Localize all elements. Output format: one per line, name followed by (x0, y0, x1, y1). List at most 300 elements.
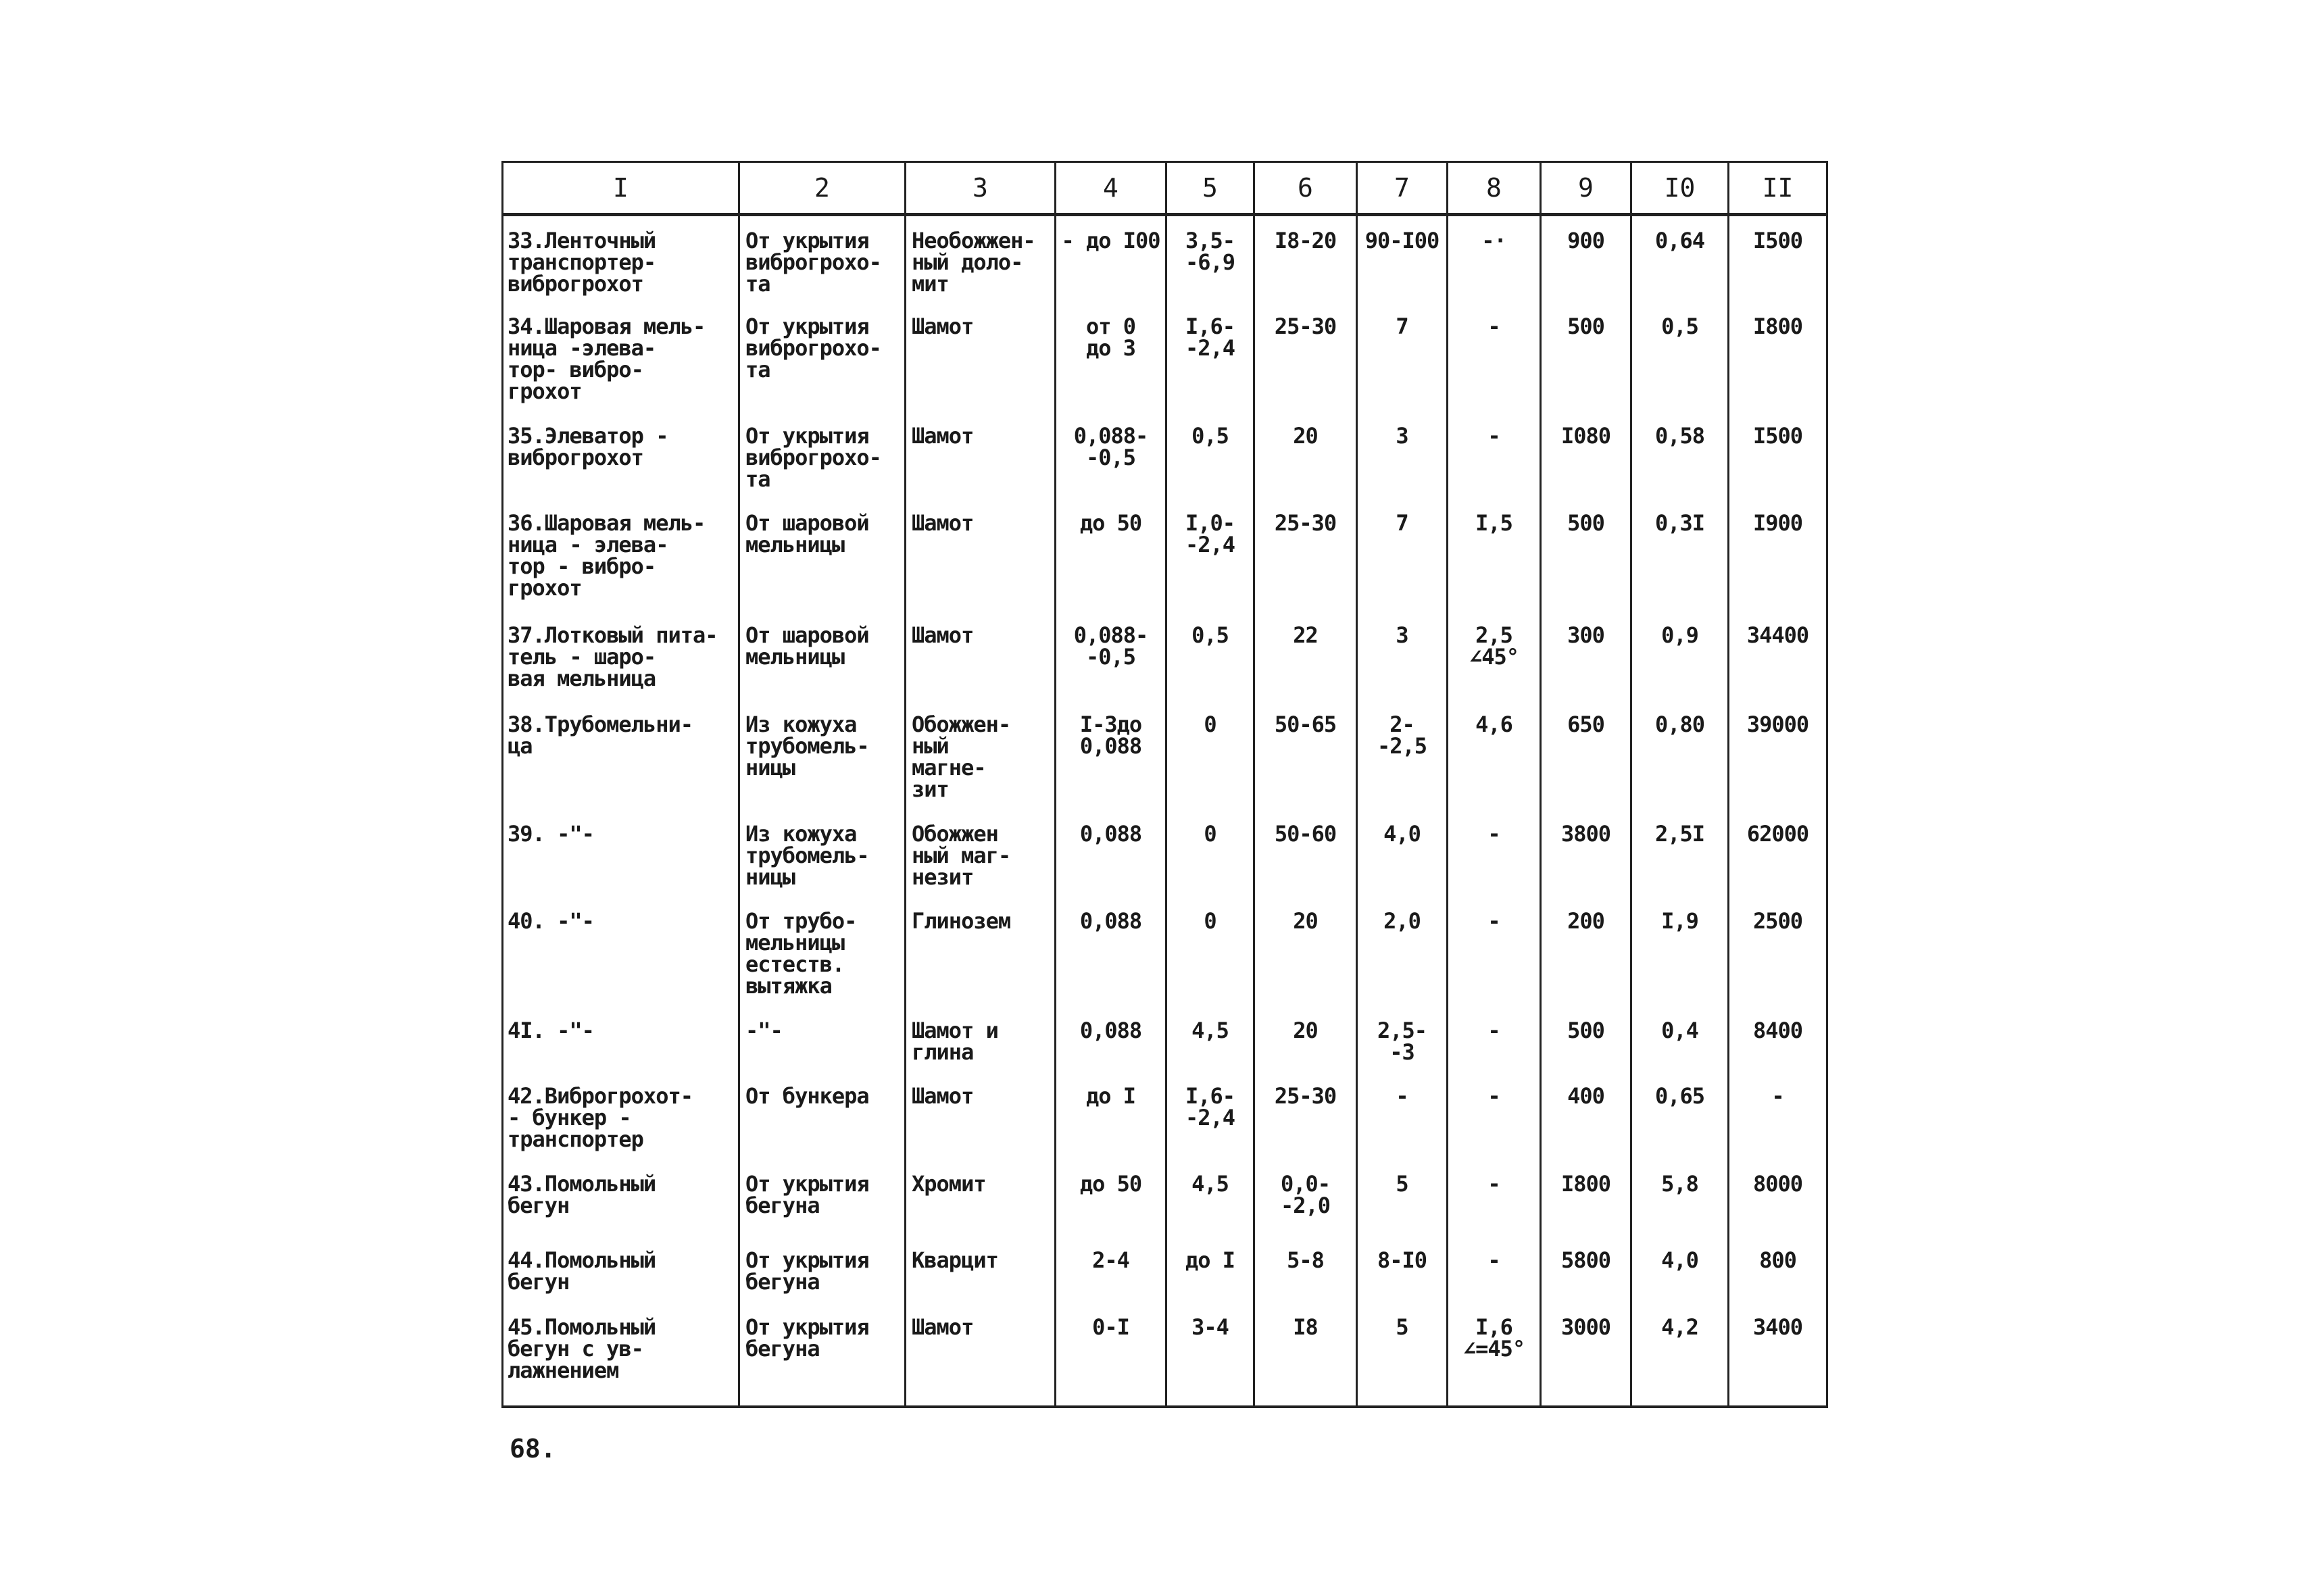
table-row (503, 1303, 1827, 1407)
table-cell (1254, 1236, 1357, 1303)
table-cell (1448, 215, 1541, 303)
cell-text: -· (1481, 228, 1506, 253)
table-cell (503, 897, 739, 1006)
cell-text: 8000 (1752, 1170, 1803, 1197)
table-cell (1056, 611, 1166, 700)
table-cell (503, 412, 739, 499)
cell-text: Шамот (912, 1083, 974, 1109)
cell-text: 400 (1567, 1083, 1604, 1109)
cell-text: 3-4 (1191, 1314, 1229, 1341)
table-cell (906, 499, 1056, 611)
cell-text: 39. -"- (508, 820, 594, 847)
cell-text: 4,5 (1191, 1018, 1229, 1044)
cell-text: 650 (1567, 711, 1604, 737)
cell-text: - (1487, 314, 1500, 339)
table-cell (739, 611, 906, 700)
cell-text: I,0- -2,4 (1185, 510, 1235, 558)
cell-text: 7 (1396, 314, 1408, 339)
table-cell (906, 1006, 1056, 1072)
table-cell (906, 611, 1056, 700)
table-cell (1541, 1072, 1631, 1159)
cell-text: 36.Шаровая мель- ница - элева- тор - вибро- грохот (508, 510, 706, 601)
page-number: 68. (510, 1434, 556, 1464)
cell-text: 2,5- -3 (1377, 1018, 1427, 1066)
table-cell (1254, 700, 1357, 809)
table-cell (1541, 1303, 1631, 1407)
cell-text: I,6- -2,4 (1185, 314, 1235, 361)
table-cell (1729, 412, 1827, 499)
table-cell (1729, 809, 1827, 897)
table-cell (1357, 611, 1448, 700)
cell-text: 90-I00 (1364, 228, 1439, 253)
header-cell: I (503, 162, 739, 215)
cell-text: 2,5I (1654, 820, 1705, 847)
table-cell (503, 1236, 739, 1303)
cell-text: 0,5 (1191, 422, 1229, 449)
cell-text: 34400 (1746, 622, 1809, 649)
cell-text: - (1487, 908, 1500, 934)
cell-text: 25-30 (1274, 1083, 1337, 1109)
table-cell (1166, 1006, 1254, 1072)
table-cell (906, 700, 1056, 809)
table-cell (503, 809, 739, 897)
header-cell: 9 (1541, 162, 1631, 215)
table-cell (1729, 499, 1827, 611)
cell-text: От трубо- мельницы естеств. вытяжка (745, 908, 857, 999)
table-cell (1254, 1303, 1357, 1407)
table-cell (1166, 1159, 1254, 1236)
cell-text: 0,5 (1661, 314, 1698, 339)
cell-text: Из кожуха трубомель- ницы (745, 711, 869, 780)
table-cell (503, 499, 739, 611)
cell-text: 0,088 (1079, 820, 1142, 847)
cell-text: 44.Помольный бегун (508, 1247, 656, 1295)
table-cell (906, 1072, 1056, 1159)
cell-text: 35.Элеватор - виброгрохот (508, 422, 668, 470)
table-cell (1254, 1159, 1357, 1236)
table-cell (906, 809, 1056, 897)
table-cell (503, 611, 739, 700)
table-cell (1448, 1303, 1541, 1407)
table-cell (503, 1006, 739, 1072)
header-cell: II (1729, 162, 1827, 215)
cell-text: 0,5 (1191, 622, 1229, 649)
table-cell (1056, 1236, 1166, 1303)
cell-text: Из кожуха трубомель- ницы (745, 820, 869, 890)
table-row (503, 1072, 1827, 1159)
cell-text: Хромит (912, 1170, 986, 1197)
cell-text: 500 (1567, 510, 1604, 537)
table-cell (1729, 897, 1827, 1006)
cell-text: Обожжен- ный магне- зит (912, 711, 1011, 802)
cell-text: От шаровой мельницы (745, 622, 869, 670)
cell-text: 38.Трубомельни- ца (508, 711, 693, 759)
cell-text: От укрытия бегуна (745, 1170, 869, 1218)
table-cell (1056, 1159, 1166, 1236)
table-cell (1541, 499, 1631, 611)
cell-text: 0,4 (1661, 1018, 1698, 1044)
table-cell (1254, 809, 1357, 897)
table-cell (1357, 1303, 1448, 1407)
table-row (503, 499, 1827, 611)
table-cell (906, 412, 1056, 499)
cell-text: 0 (1204, 908, 1216, 934)
cell-text: 50-65 (1274, 711, 1337, 737)
cell-text: - (1487, 1083, 1500, 1109)
cell-text: - (1487, 1018, 1500, 1044)
table-cell (503, 302, 739, 412)
cell-text: Шамот и глина (912, 1018, 998, 1066)
cell-text: - (1487, 820, 1500, 847)
table-cell (1166, 302, 1254, 412)
table-cell (1448, 1006, 1541, 1072)
cell-text: 200 (1567, 908, 1604, 934)
table-cell (1357, 499, 1448, 611)
cell-text: I800 (1752, 314, 1803, 339)
cell-text: 2500 (1752, 908, 1803, 934)
table-cell (1448, 412, 1541, 499)
table-cell (1166, 700, 1254, 809)
table-cell (739, 1006, 906, 1072)
table-row (503, 412, 1827, 499)
table-cell (1056, 1072, 1166, 1159)
cell-text: - до I00 (1061, 228, 1160, 253)
cell-text: Шамот (912, 1314, 974, 1341)
cell-text: 0-I (1092, 1314, 1129, 1341)
table-cell (1729, 215, 1827, 303)
table-cell (1541, 1159, 1631, 1236)
cell-text: I800 (1560, 1170, 1611, 1197)
cell-text: - (1487, 1170, 1500, 1197)
cell-text: 2- -2,5 (1377, 711, 1427, 759)
header-cell: 4 (1056, 162, 1166, 215)
cell-text: 800 (1759, 1247, 1796, 1273)
table-cell (1448, 809, 1541, 897)
table-cell (1448, 897, 1541, 1006)
table-cell (1729, 1236, 1827, 1303)
table-cell (1729, 1159, 1827, 1236)
cell-text: От укрытия виброгрохо- та (745, 422, 881, 492)
cell-text: От шаровой мельницы (745, 510, 869, 558)
cell-text: Шамот (912, 510, 974, 537)
table-cell (1541, 1236, 1631, 1303)
table-cell (1166, 809, 1254, 897)
table-row (503, 611, 1827, 700)
table-cell (739, 499, 906, 611)
cell-text: I,5 (1475, 510, 1512, 537)
table-cell (503, 1303, 739, 1407)
table-cell (1448, 611, 1541, 700)
table-row (503, 1006, 1827, 1072)
cell-text: 0,80 (1654, 711, 1705, 737)
cell-text: Обожжен ный маг- незит (912, 820, 1011, 890)
table-cell (1254, 1006, 1357, 1072)
cell-text: 0,088- -0,5 (1073, 422, 1148, 470)
header-cell: 6 (1254, 162, 1357, 215)
table-cell (1631, 897, 1729, 1006)
cell-text: 45.Помольный бегун с ув- лажнением (508, 1314, 656, 1384)
table-cell (906, 1236, 1056, 1303)
cell-text: 7 (1396, 510, 1408, 537)
table-cell (1541, 700, 1631, 809)
table-cell (1056, 215, 1166, 303)
cell-text: 4,0 (1383, 820, 1421, 847)
cell-text: 5800 (1560, 1247, 1611, 1273)
table-row (503, 700, 1827, 809)
table-cell (1729, 1072, 1827, 1159)
cell-text: Шамот (912, 622, 974, 649)
table-cell (1448, 1072, 1541, 1159)
table-cell (1541, 215, 1631, 303)
cell-text: Шамот (912, 422, 974, 449)
cell-text: 2-4 (1092, 1247, 1129, 1273)
cell-text: до 50 (1079, 1170, 1142, 1197)
table-cell (1254, 215, 1357, 303)
cell-text: от 0 до 3 (1085, 314, 1136, 361)
table-cell (503, 1159, 739, 1236)
table-row (503, 897, 1827, 1006)
table-cell (1357, 700, 1448, 809)
cell-text: I,6- -2,4 (1185, 1083, 1235, 1131)
table-cell (1729, 611, 1827, 700)
cell-text: 500 (1567, 314, 1604, 339)
header-cell: 5 (1166, 162, 1254, 215)
table-row (503, 302, 1827, 412)
cell-text: 0,088 (1079, 908, 1142, 934)
cell-text: 900 (1567, 228, 1604, 253)
table-cell (1541, 412, 1631, 499)
table-cell (906, 1159, 1056, 1236)
table-cell (1448, 302, 1541, 412)
cell-text: 43.Помольный бегун (508, 1170, 656, 1218)
table-cell (1631, 412, 1729, 499)
cell-text: I,9 (1661, 908, 1698, 934)
table-cell (1631, 1303, 1729, 1407)
cell-text: 20 (1293, 422, 1318, 449)
data-table (501, 161, 1828, 1408)
table-cell (1056, 1303, 1166, 1407)
table-cell (1541, 611, 1631, 700)
cell-text: 5 (1396, 1170, 1408, 1197)
cell-text: Кварцит (912, 1247, 998, 1273)
table-cell (739, 215, 906, 303)
table-cell (1729, 1303, 1827, 1407)
cell-text: I500 (1752, 422, 1803, 449)
cell-text: 5,8 (1661, 1170, 1698, 1197)
cell-text: От укрытия бегуна (745, 1247, 869, 1295)
cell-text: - (1771, 1083, 1784, 1109)
table-cell (1357, 412, 1448, 499)
table-cell (1357, 215, 1448, 303)
table-cell (1056, 1006, 1166, 1072)
cell-text: 0,64 (1654, 228, 1705, 253)
cell-text: до I (1085, 1083, 1136, 1109)
table-cell (1254, 412, 1357, 499)
table-cell (1254, 897, 1357, 1006)
table-cell (1056, 499, 1166, 611)
cell-text: 42.Виброгрохот- - бункер - транспортер (508, 1083, 693, 1153)
table-cell (739, 1303, 906, 1407)
cell-text: Глинозем (912, 908, 1011, 934)
cell-text: до 50 (1079, 510, 1142, 537)
table-cell (739, 1236, 906, 1303)
cell-text: 33.Ленточный транспортер- виброгрохот (508, 228, 656, 297)
cell-text: 8-I0 (1377, 1247, 1427, 1273)
cell-text: I900 (1752, 510, 1803, 537)
cell-text: От бункера (745, 1083, 869, 1109)
table-cell (906, 897, 1056, 1006)
cell-text: Необожжен- ный доло- мит (912, 228, 1035, 297)
table-cell (1357, 1006, 1448, 1072)
table-cell (1631, 215, 1729, 303)
table-cell (1166, 499, 1254, 611)
cell-text: 0,088- -0,5 (1073, 622, 1148, 670)
cell-text: 0,088 (1079, 1018, 1142, 1044)
table-cell (1541, 809, 1631, 897)
table-cell (739, 809, 906, 897)
cell-text: 62000 (1746, 820, 1809, 847)
table-cell (1254, 611, 1357, 700)
cell-text: 0,9 (1661, 622, 1698, 649)
table-cell (1729, 700, 1827, 809)
cell-text: I500 (1752, 228, 1803, 253)
table-cell (906, 215, 1056, 303)
cell-text: 3000 (1560, 1314, 1611, 1341)
table-cell (1056, 302, 1166, 412)
cell-text: 3 (1396, 622, 1408, 649)
table-cell (1166, 611, 1254, 700)
cell-text: 4,2 (1661, 1314, 1698, 1341)
cell-text: 5-8 (1287, 1247, 1324, 1273)
table-row (503, 215, 1827, 303)
cell-text: - (1487, 422, 1500, 449)
cell-text: 500 (1567, 1018, 1604, 1044)
cell-text: 5 (1396, 1314, 1408, 1341)
table-cell (739, 302, 906, 412)
table-cell (1357, 809, 1448, 897)
table-cell (1631, 499, 1729, 611)
cell-text: 300 (1567, 622, 1604, 649)
table-cell (739, 1159, 906, 1236)
table-cell (1448, 700, 1541, 809)
cell-text: 37.Лотковый пита- тель - шаро- вая мельница (508, 622, 718, 692)
table-cell (1357, 1072, 1448, 1159)
table-cell (1631, 1072, 1729, 1159)
table-cell (1631, 1159, 1729, 1236)
cell-text: 34.Шаровая мель- ница -элева- тор- вибро- грохот (508, 314, 706, 404)
header-cell: 8 (1448, 162, 1541, 215)
cell-text: 4,0 (1661, 1247, 1698, 1273)
table-cell (1631, 700, 1729, 809)
cell-text: 3,5- -6,9 (1185, 228, 1235, 275)
cell-text: 0,58 (1654, 422, 1705, 449)
cell-text: 0,3I (1654, 510, 1705, 537)
cell-text: 0 (1204, 820, 1216, 847)
cell-text: 22 (1293, 622, 1318, 649)
table-cell (1056, 809, 1166, 897)
cell-text: 4I. -"- (508, 1018, 594, 1044)
cell-text: I8-20 (1274, 228, 1337, 253)
table-cell (1448, 1236, 1541, 1303)
cell-text: 20 (1293, 1018, 1318, 1044)
cell-text: От укрытия виброгрохо- та (745, 228, 881, 297)
cell-text: От укрытия бегуна (745, 1314, 869, 1362)
table-row (503, 1236, 1827, 1303)
cell-text: Шамот (912, 314, 974, 339)
cell-text: I-3до 0,088 (1079, 711, 1142, 759)
table-cell (1729, 302, 1827, 412)
table-cell (1541, 1006, 1631, 1072)
table-cell (1254, 499, 1357, 611)
cell-text: I,6 ∠=45° (1462, 1314, 1525, 1362)
table-row (503, 1159, 1827, 1236)
cell-text: 3 (1396, 422, 1408, 449)
cell-text: 2,5 ∠45° (1469, 622, 1519, 670)
cell-text: 39000 (1746, 711, 1809, 737)
cell-text: 2,0 (1383, 908, 1421, 934)
table-cell (1166, 1072, 1254, 1159)
cell-text: 4,6 (1475, 711, 1512, 737)
cell-text: - (1487, 1247, 1500, 1273)
cell-text: 4,5 (1191, 1170, 1229, 1197)
table-cell (1729, 1006, 1827, 1072)
header-row (503, 162, 1827, 215)
table-row (503, 809, 1827, 897)
header-cell: 2 (739, 162, 906, 215)
cell-text: 20 (1293, 908, 1318, 934)
cell-text: От укрытия виброгрохо- та (745, 314, 881, 382)
header-cell: 7 (1357, 162, 1448, 215)
table-cell (739, 700, 906, 809)
cell-text: I8 (1293, 1314, 1318, 1341)
cell-text: 0,65 (1654, 1083, 1705, 1109)
table-cell (503, 1072, 739, 1159)
cell-text: I080 (1560, 422, 1611, 449)
table-cell (1631, 1236, 1729, 1303)
cell-text: до I (1185, 1247, 1235, 1273)
table-cell (1541, 897, 1631, 1006)
cell-text: 40. -"- (508, 908, 594, 934)
table-cell (1166, 412, 1254, 499)
table-cell (1631, 809, 1729, 897)
cell-text: - (1396, 1083, 1408, 1109)
table-cell (739, 1072, 906, 1159)
cell-text: 3800 (1560, 820, 1611, 847)
table-cell (1448, 1159, 1541, 1236)
table-cell (1056, 412, 1166, 499)
table-cell (1166, 1236, 1254, 1303)
table-cell (1254, 1072, 1357, 1159)
table-cell (1631, 1006, 1729, 1072)
table-cell (1448, 499, 1541, 611)
table-cell (906, 302, 1056, 412)
table-cell (1357, 302, 1448, 412)
cell-text: 0,0- -2,0 (1280, 1170, 1331, 1218)
table-cell (1166, 215, 1254, 303)
table-cell (1357, 1236, 1448, 1303)
table-cell (1056, 897, 1166, 1006)
cell-text: 8400 (1752, 1018, 1803, 1044)
cell-text: -"- (745, 1018, 783, 1044)
cell-text: 25-30 (1274, 510, 1337, 537)
table-cell (1631, 302, 1729, 412)
cell-text: 25-30 (1274, 314, 1337, 339)
cell-text: 50-60 (1274, 820, 1337, 847)
table-cell (1166, 1303, 1254, 1407)
table-cell (739, 897, 906, 1006)
table-cell (503, 215, 739, 303)
table-cell (1541, 302, 1631, 412)
